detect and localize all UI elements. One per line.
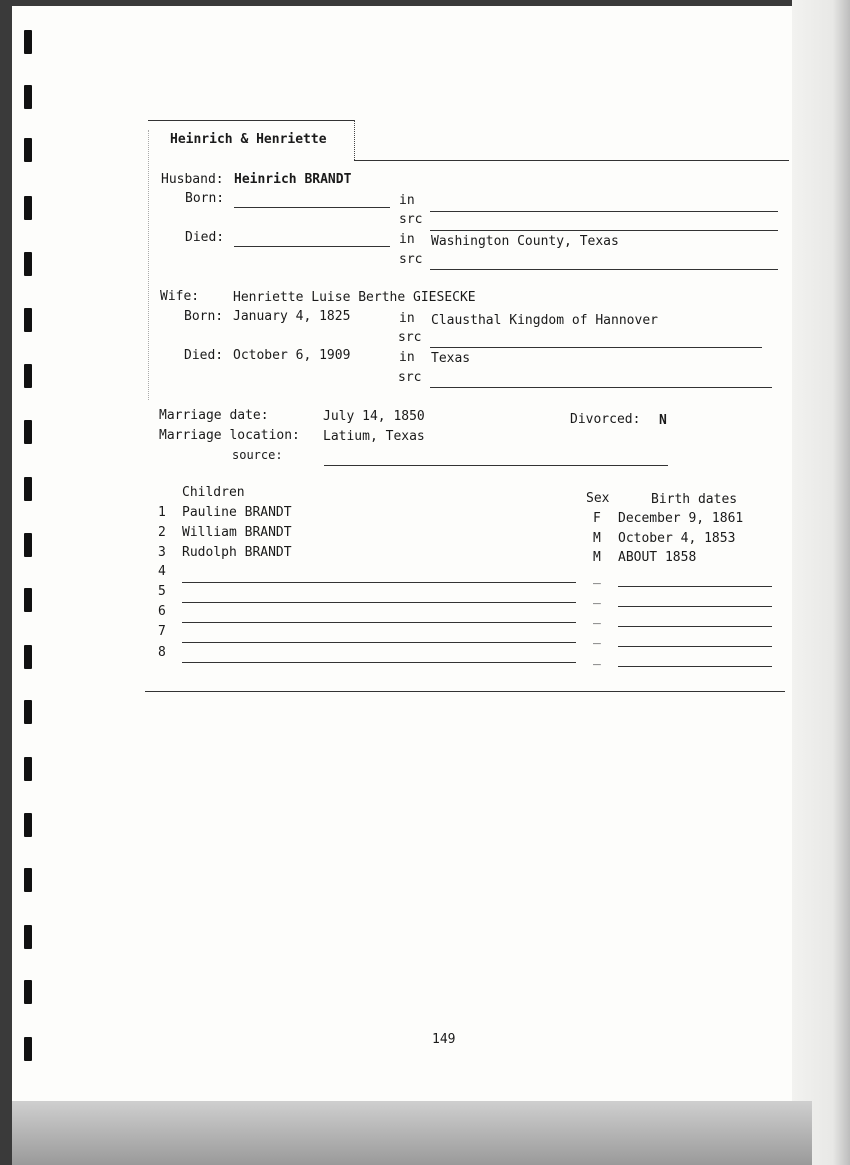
- child-sex: _: [593, 630, 601, 645]
- child-sex: F: [593, 511, 601, 526]
- husband-died-src-label: src: [399, 252, 423, 267]
- child-name-line: [182, 602, 576, 603]
- husband-born-place-label: in: [399, 193, 415, 208]
- child-sex: _: [593, 570, 601, 585]
- wife-name: Henriette Luise Berthe GIESECKE: [233, 290, 476, 305]
- child-sex: M: [593, 550, 601, 565]
- marriage-date: July 14, 1850: [323, 409, 425, 424]
- wife-label: Wife:: [160, 289, 200, 304]
- child-name-line: [182, 642, 576, 643]
- wife-died-src-line: [430, 387, 772, 388]
- child-birth-line: [618, 666, 772, 667]
- husband-born-place-line: [430, 211, 778, 212]
- wife-born-src-label: src: [398, 330, 422, 345]
- husband-died-place-label: in: [399, 232, 415, 247]
- husband-born-label: Born:: [185, 191, 225, 206]
- marriage-source-label: source:: [232, 448, 283, 462]
- child-number: 7: [158, 624, 166, 639]
- child-sex: _: [593, 590, 601, 605]
- form-bottom-rule: [145, 691, 785, 692]
- child-birth-line: [618, 586, 772, 587]
- wife-died-label: Died:: [184, 348, 224, 363]
- child-name-line: [182, 622, 576, 623]
- birth-dates-header: Birth dates: [651, 492, 738, 507]
- children-header: Children: [182, 485, 245, 500]
- child-name: Rudolph BRANDT: [182, 545, 292, 560]
- tab-baseline: [354, 160, 789, 161]
- child-number: 1: [158, 505, 166, 520]
- child-number: 8: [158, 645, 166, 660]
- child-name: Pauline BRANDT: [182, 505, 292, 520]
- husband-died-src-line: [430, 269, 778, 270]
- marriage-date-label: Marriage date:: [159, 408, 269, 423]
- child-number: 4: [158, 564, 166, 579]
- child-number: 6: [158, 604, 166, 619]
- child-name-line: [182, 582, 576, 583]
- form-left-border: [148, 130, 149, 400]
- sex-header: Sex: [586, 491, 610, 506]
- tab-border-right: [354, 120, 355, 160]
- child-number: 2: [158, 525, 166, 540]
- child-name: William BRANDT: [182, 525, 292, 540]
- child-birth-date: October 4, 1853: [618, 531, 736, 546]
- husband-born-src-line: [430, 230, 778, 231]
- child-birth-date: ABOUT 1858: [618, 550, 697, 565]
- wife-died-place-label: in: [399, 350, 415, 365]
- husband-died-date-line: [234, 246, 390, 247]
- page-stack-edge: [792, 0, 850, 1165]
- child-birth-line: [618, 626, 772, 627]
- marriage-location-label: Marriage location:: [159, 428, 300, 443]
- child-sex: _: [593, 610, 601, 625]
- page-number: 149: [432, 1032, 456, 1047]
- wife-born-place: Clausthal Kingdom of Hannover: [431, 313, 658, 328]
- wife-died-src-label: src: [398, 370, 422, 385]
- page-stack-bottom: [12, 1101, 812, 1165]
- family-title: Heinrich & Henriette: [170, 132, 327, 147]
- husband-born-date-line: [234, 207, 390, 208]
- wife-born-src-line: [430, 347, 762, 348]
- marriage-source-line: [324, 465, 668, 466]
- tab-border-top: [148, 120, 354, 121]
- child-sex: _: [593, 651, 601, 666]
- wife-born-place-label: in: [399, 311, 415, 326]
- husband-label: Husband:: [161, 172, 224, 187]
- child-birth-line: [618, 646, 772, 647]
- divorced-label: Divorced:: [570, 412, 641, 427]
- child-birth-date: December 9, 1861: [618, 511, 744, 526]
- marriage-location: Latium, Texas: [323, 429, 425, 444]
- husband-died-label: Died:: [185, 230, 225, 245]
- divorced-value: N: [659, 413, 667, 428]
- husband-name: Heinrich BRANDT: [234, 172, 352, 187]
- child-number: 3: [158, 545, 166, 560]
- child-sex: M: [593, 531, 601, 546]
- husband-died-place: Washington County, Texas: [431, 234, 619, 249]
- husband-born-src-label: src: [399, 212, 423, 227]
- child-birth-line: [618, 606, 772, 607]
- wife-born-date: January 4, 1825: [233, 309, 351, 324]
- wife-died-place: Texas: [431, 351, 471, 366]
- wife-died-date: October 6, 1909: [233, 348, 351, 363]
- wife-born-label: Born:: [184, 309, 224, 324]
- child-number: 5: [158, 584, 166, 599]
- child-name-line: [182, 662, 576, 663]
